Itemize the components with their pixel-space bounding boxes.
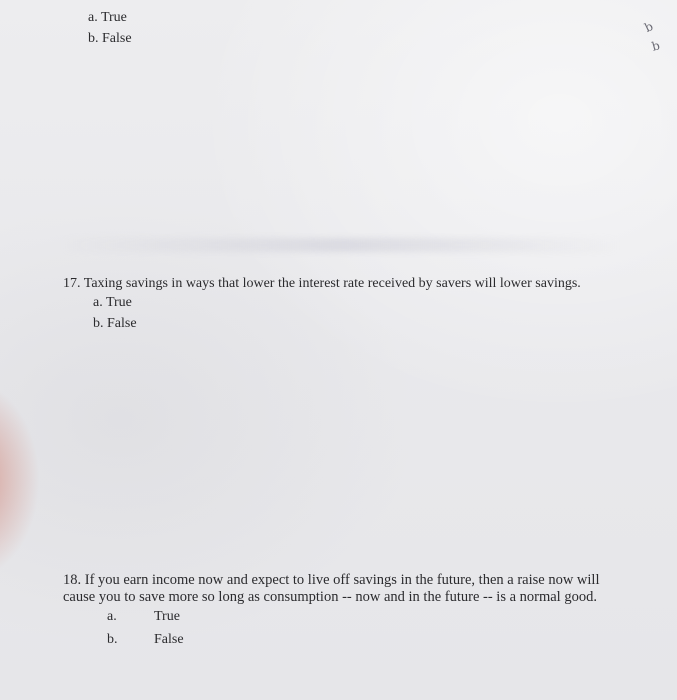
question-18-text-line-1: 18. If you earn income now and expect to live off savings in the future, then a raise now will: [63, 572, 600, 588]
option-text: False: [154, 632, 184, 647]
prev-question-option-a: a. True: [88, 10, 127, 25]
margin-mark: b: [650, 38, 662, 54]
question-17-option-a: a. True: [93, 295, 132, 310]
option-text: True: [154, 609, 180, 624]
question-17-option-b: b. False: [93, 316, 137, 331]
question-18-text-line-2: cause you to save more so long as consumption -- now and in the future -- is a normal good.: [63, 589, 597, 605]
edge-shadow: [0, 380, 40, 580]
question-17-text: 17. Taxing savings in ways that lower the interest rate received by savers will lower savings.: [63, 276, 581, 291]
option-letter: b.: [107, 632, 118, 647]
prev-question-option-b: b. False: [88, 31, 132, 46]
option-letter: a.: [107, 609, 117, 624]
bleed-through-text: [60, 238, 620, 252]
margin-mark: b: [642, 19, 656, 35]
